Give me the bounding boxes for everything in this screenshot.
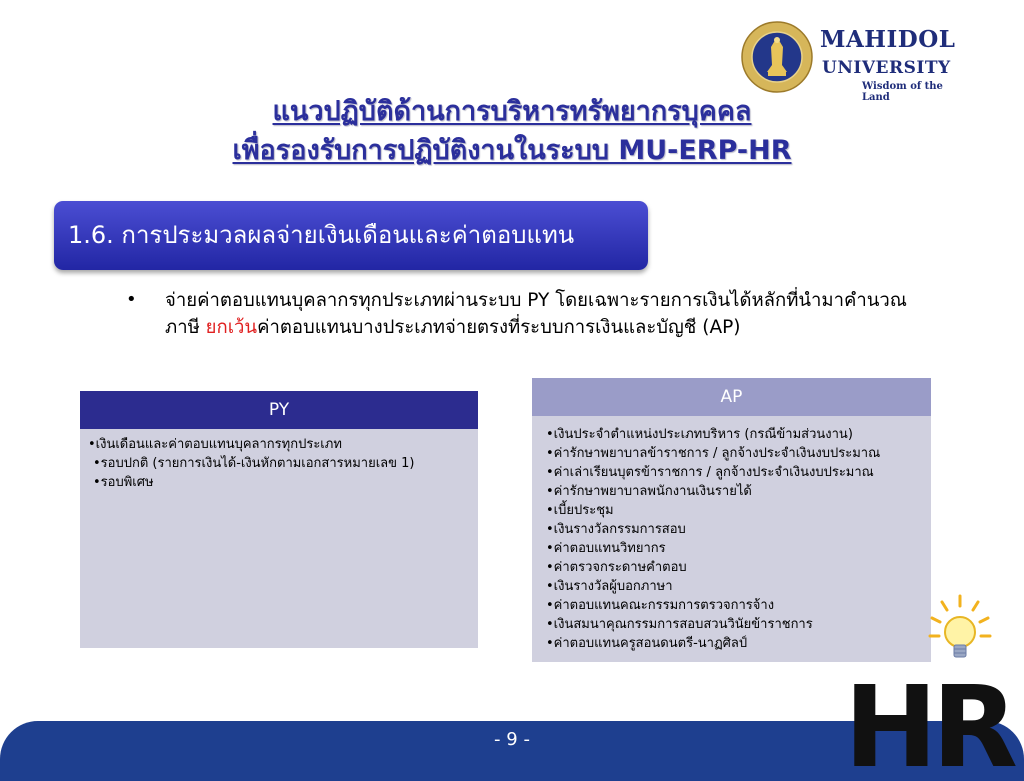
hr-lightbulb-graphic (828, 588, 1024, 768)
title-line-2: เพื่อรองรับการปฏิบัติงานในระบบ MU-ERP-HR (232, 135, 792, 166)
list-item: •ค่ารักษาพยาบาลพนักงานเงินรายได้ (546, 484, 752, 499)
py-box (80, 391, 478, 648)
bullet-marker: • (126, 289, 137, 310)
list-item: •เงินสมนาคุณกรรมการสอบสวนวินัยข้าราชการ (546, 617, 813, 632)
list-item: •เงินประจำตำแหน่งประเภทบริหาร (กรณีข้ามส่วนงาน) (546, 427, 853, 442)
list-item: •เงินรางวัลกรรมการสอบ (546, 522, 686, 537)
py-box-heading: PY (80, 391, 478, 429)
university-logo (740, 18, 962, 103)
university-seal-icon (740, 20, 814, 94)
ap-box-heading: AP (532, 378, 931, 416)
list-item: •ค่าตอบแทนคณะกรรมการตรวจการจ้าง (546, 598, 775, 613)
title-line-1: แนวปฏิบัติด้านการบริหารทรัพยากรบุคคล (272, 96, 752, 127)
list-item: •ค่ารักษาพยาบาลข้าราชการ / ลูกจ้างประจำเงินงบประมาณ (546, 446, 881, 461)
brand-tagline: Wisdom of the Land (862, 81, 943, 103)
list-item: •รอบปกติ (รายการเงินได้-เงินหักตามเอกสารหมายเลข 1) (93, 456, 415, 471)
bullet-text-before: จ่ายค่าตอบแทนบุคลากรทุกประเภทผ่านระบบ PY โดยเฉพาะรายการเงินได้หลักที่นำมาคำนวณภาษี (165, 290, 907, 338)
section-heading: 1.6. การประมวลผลจ่ายเงินเดือนและค่าตอบแทน (54, 201, 648, 270)
page-number: - 9 - (494, 729, 530, 750)
list-item: •ค่าตรวจกระดาษคำตอบ (546, 560, 687, 575)
bullet-paragraph (165, 287, 910, 341)
list-item: •ค่าเล่าเรียนบุตรข้าราชการ / ลูกจ้างประจำเงินงบประมาณ (546, 465, 874, 480)
lightbulb-icon (930, 596, 990, 657)
brand-university: UNIVERSITY (822, 58, 951, 78)
bullet-highlight: ยกเว้น (205, 317, 258, 338)
list-item: •ค่าตอบแทนครูสอนดนตรี-นาฏศิลป์ (546, 636, 748, 651)
list-item: •เงินเดือนและค่าตอบแทนบุคลากรทุกประเภท (88, 437, 342, 452)
list-item: •รอบพิเศษ (93, 475, 154, 490)
brand-name: MAHIDOL (820, 26, 956, 53)
list-item: •เบี้ยประชุม (546, 503, 614, 518)
bullet-text-after: ค่าตอบแทนบางประเภทจ่ายตรงที่ระบบการเงินและบัญชี (AP) (257, 317, 741, 338)
list-item: •เงินรางวัลผู้บอกภาษา (546, 579, 673, 594)
hr-graphic-label: HR (844, 663, 1012, 768)
list-item: •ค่าตอบแทนวิทยากร (546, 541, 666, 556)
py-item-list (80, 429, 478, 492)
page-title (0, 92, 1024, 170)
